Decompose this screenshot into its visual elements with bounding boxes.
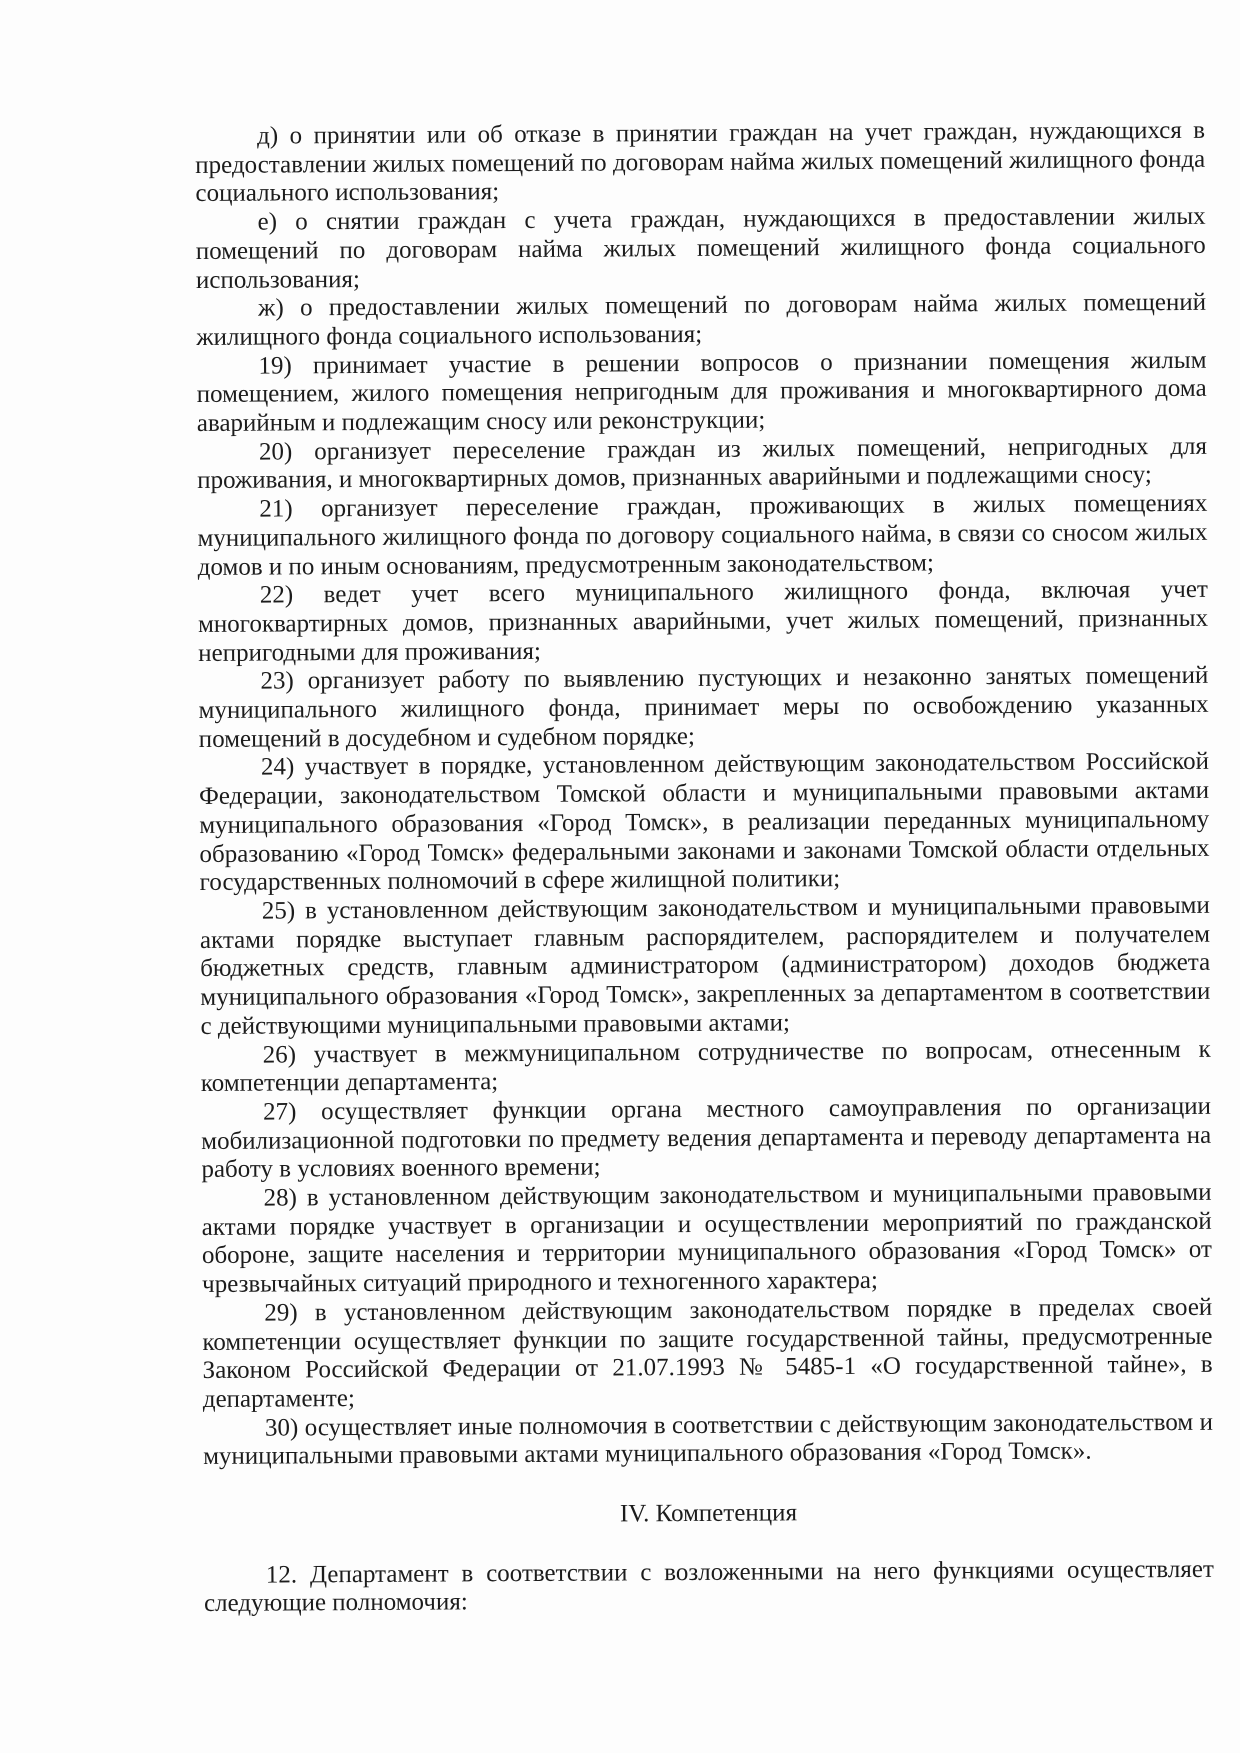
paragraph-27: 27) осуществляет функции органа местного самоуправления по организации мобилизационной подготовки по предмету ведения департамента и переводу департамента на работу в условиях военного времени; [201,1092,1212,1184]
paragraph-23: 23) организует работу по выявлению пустующих и незаконно занятых помещений муниципального жилищного фонда, принимает меры по освобождению указанных помещений в досудебном и судебном порядке; [198,662,1209,753]
paragraph-19: 19) принимает участие в решении вопросов о признании помещения жилым помещением, жилого помещения непригодным для проживания и многоквартирного дома аварийным и подлежащим сносу или реконструкции; [196,346,1207,438]
section-heading: IV. Компетенция [619,1499,798,1528]
paragraph-e: е) о снятии граждан с учета граждан, нуждающихся в предоставлении жилых помещений по договорам найма жилых помещений жилищного фонда социального использования; [195,202,1206,294]
paragraph-22: 22) ведет учет всего муниципального жилищного фонда, включая учет многоквартирных домов, признанных аварийными, учет жилых помещений, признанных непригодными для проживания; [197,576,1209,667]
paragraph-21: 21) организует переселение граждан, проживающих в жилых помещениях муниципального жилищного фонда по договору социального найма, в связи со сносом жилых домов и по иным основаниям, предусмотренным законодательством; [197,489,1208,581]
paragraph-12: 12. Департамент в соответствии с возложенными на него функциями осуществляет следующие полномочия: [203,1555,1214,1618]
paragraph-29: 29) в установленном действующим законодательством порядке в пределах своей компетенции осуществляет функции по защите государственной тайны, предусмотренные Законом Российской Федерации от 21.07.1993 № 5485-1 «О государственной тайне», в департаменте; [202,1293,1213,1413]
paragraph-25: 25) в установленном действующим законодательством и муниципальными правовыми актами порядке выступает главным распорядителем, распорядителем и получателем бюджетных средств, главным администратором (администратором) доходов бюджета муниципального образования «Город Томск», закрепленных за департаментом в соответствии с действующими муниципальными правовыми актами; [199,891,1211,1040]
paragraph-24: 24) участвует в порядке, установленном действующим законодательством Российской Федерации, законодательством Томской области и муниципальными правовыми актами муниципального образования «Город Томск», в реализации переданных муниципальному образованию «Город Томск» федеральными законами и законами Томской области отдельных государственных полномочий в сфере жилищной политики; [199,748,1210,897]
paragraph-30: 30) осуществляет иные полномочия в соответствии с действующим законодательством и муниципальными правовыми актами муниципального образования «Город Томск». [203,1408,1214,1471]
paragraph-28: 28) в установленном действующим законодательством и муниципальными правовыми актами порядке участвует в организации и осуществлении мероприятий по гражданской обороне, защите населения и территории муниципального образования «Город Томск» от чрезвычайных ситуаций природного и техногенного характера; [201,1178,1212,1299]
paragraph-20: 20) организует переселение граждан из жилых помещений, непригодных для проживания, и многоквартирных домов, признанных аварийными и подлежащими сносу; [197,432,1208,495]
paragraph-d: д) о принятии или об отказе в принятии граждан на учет граждан, нуждающихся в предоставлении жилых помещений по договорам найма жилых помещений жилищного фонда социального использования; [195,116,1206,208]
paragraph-26: 26) участвует в межмуниципальном сотрудничестве по вопросам, отнесенным к компетенции департамента; [200,1035,1211,1098]
paragraph-zh: ж) о предоставлении жилых помещений по договорам найма жилых помещений жилищного фонда социального использования; [196,289,1207,351]
document-body [195,117,1214,1619]
